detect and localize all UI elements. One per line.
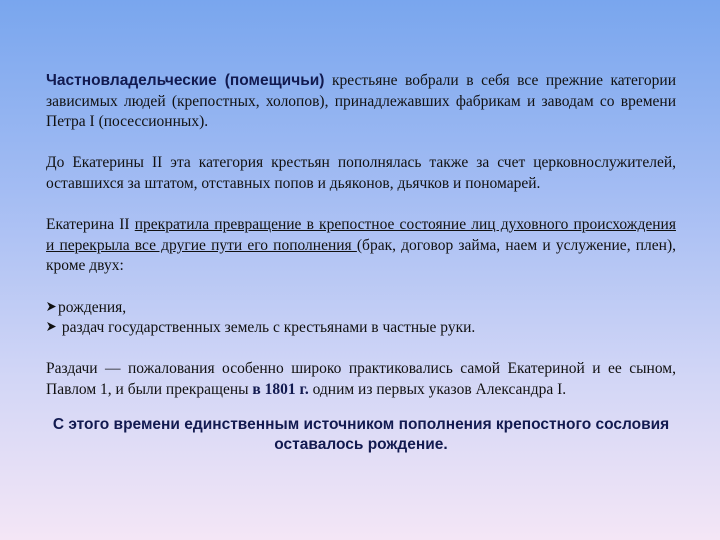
year-1801: в 1801 г. <box>252 380 309 398</box>
arrow-bullet-icon <box>46 301 58 312</box>
paragraph-owners <box>46 71 676 133</box>
paragraph-catherine-rest: (брак, договор займа, наем и услужение, плен), кроме двух: <box>46 236 676 275</box>
paragraph-grants <box>46 359 676 400</box>
arrow-bullet-icon <box>46 321 58 332</box>
paragraph-grants-rest: одним из первых указов Александра I. <box>308 380 567 398</box>
bullet-text: раздач государственных земель с крестьянами в частные руки. <box>58 319 476 337</box>
bullet-list <box>46 298 676 339</box>
paragraph-clergy: До Екатерины II эта категория крестьян пополнялась также за счет церковнослужителей, оставшихся за штатом, отставных попов и дьяконов, дьячков и пономарей. <box>46 154 676 192</box>
bullet-text: рождения, <box>58 298 127 316</box>
list-item <box>46 298 676 319</box>
underlined-phrase: прекратила превращение в крепостное состояние лиц духовного происхождения и перекрыла все другие пути его пополнения <box>46 216 676 254</box>
conclusion-text: С этого времени единственным источником пополнения крепостного сословия оставалось рождение. <box>52 415 670 454</box>
paragraph-grants-start: Раздачи — пожалования особенно широко практиковались самой Екатериной и ее сыном, Павлом 1, и были прекращены <box>46 360 676 398</box>
list-item <box>46 318 676 339</box>
slide-content <box>46 71 676 456</box>
term-private-peasants: Частновладельческие (помещичьи) <box>46 72 325 89</box>
paragraph-catherine <box>46 215 676 277</box>
paragraph-catherine-start: Екатерина II <box>46 216 135 234</box>
paragraph-owners-text: крестьяне вобрали в себя все прежние категории зависимых людей (крепостных, холопов), принадлежавших фабрикам и заводам со времени Петра I (посессионных). <box>46 72 676 131</box>
